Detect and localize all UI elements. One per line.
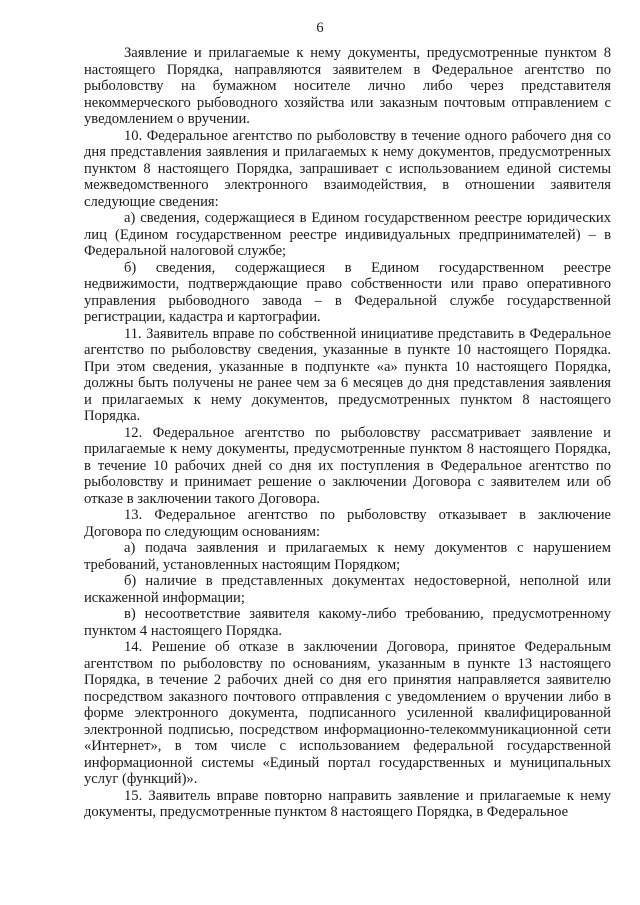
paragraph-13-c: в) несоответствие заявителя какому-либо требованию, предусмотренному пунктом 4 настоящего Порядка. [84, 606, 611, 639]
paragraph-10: 10. Федеральное агентство по рыболовству в течение одного рабочего дня со дня представления заявления и прилагаемых к нему документов, предусмотренных пунктом 8 настоящего Порядка, запрашивает с использованием единой системы межведомственного электронного взаимодействия, в отношении заявителя следующие сведения: [84, 127, 611, 210]
paragraph-10-a: а) сведения, содержащиеся в Едином государственном реестре юридических лиц (Едином государственном реестре индивидуальных предпринимателей) – в Федеральной налоговой службе; [84, 210, 611, 259]
paragraph-intro: Заявление и прилагаемые к нему документы, предусмотренные пунктом 8 настоящего Порядка, направляются заявителем в Федеральное агентство по рыболовству на бумажном носителе лично либо через представителя некоммерческого рыбоводного хозяйства или заказным почтовым отправлением с уведомлением о вручении. [84, 45, 611, 127]
paragraph-10-b: б) сведения, содержащиеся в Едином государственном реестре недвижимости, подтверждающие право собственности или право оперативного управления рыбоводного завода – в Федеральной службе государственной регистрации, кадастра и картографии. [84, 259, 611, 325]
paragraph-13-a: а) подача заявления и прилагаемых к нему документов с нарушением требований, установленных настоящим Порядком; [84, 540, 611, 573]
paragraph-13: 13. Федеральное агентство по рыболовству отказывает в заключение Договора по следующим основаниям: [84, 507, 611, 540]
paragraph-15: 15. Заявитель вправе повторно направить заявление и прилагаемые к нему документы, предусмотренные пунктом 8 настоящего Порядка, в Федеральное [84, 787, 611, 820]
paragraph-11: 11. Заявитель вправе по собственной инициативе представить в Федеральное агентство по рыболовству сведения, указанные в пункте 10 настоящего Порядка. При этом сведения, указанные в подпункте «а» пункта 10 настоящего Порядка, должны быть получены не ранее чем за 6 месяцев до дня представления заявления и прилагаемых к нему документов, предусмотренных пунктом 8 настоящего Порядка. [84, 325, 611, 424]
paragraph-13-b: б) наличие в представленных документах недостоверной, неполной или искаженной информации; [84, 573, 611, 606]
document-body [84, 45, 611, 821]
paragraph-14: 14. Решение об отказе в заключении Договора, принятое Федеральным агентством по рыболовству по основаниям, указанным в пункте 13 настоящего Порядка, в течение 2 рабочих дней со дня его принятия направляется заявителю посредством заказного почтового отправления с уведомлением о вручении либо в форме электронного документа, подписанного усиленной квалифицированной электронной подписью, посредством информационно-телекоммуникационной сети «Интернет», в том числе с использованием федеральной государственной информационной системы «Единый портал государственных и муниципальных услуг (функций)». [84, 639, 611, 787]
paragraph-12: 12. Федеральное агентство по рыболовству рассматривает заявление и прилагаемые к нему документы, предусмотренные пунктом 8 настоящего Порядка, в течение 10 рабочих дней со дня их поступления в Федеральное агентство по рыболовству и принимает решение о заключении Договора с заявителем или об отказе в заключении такого Договора. [84, 424, 611, 507]
page-number: 6 [316, 20, 324, 36]
